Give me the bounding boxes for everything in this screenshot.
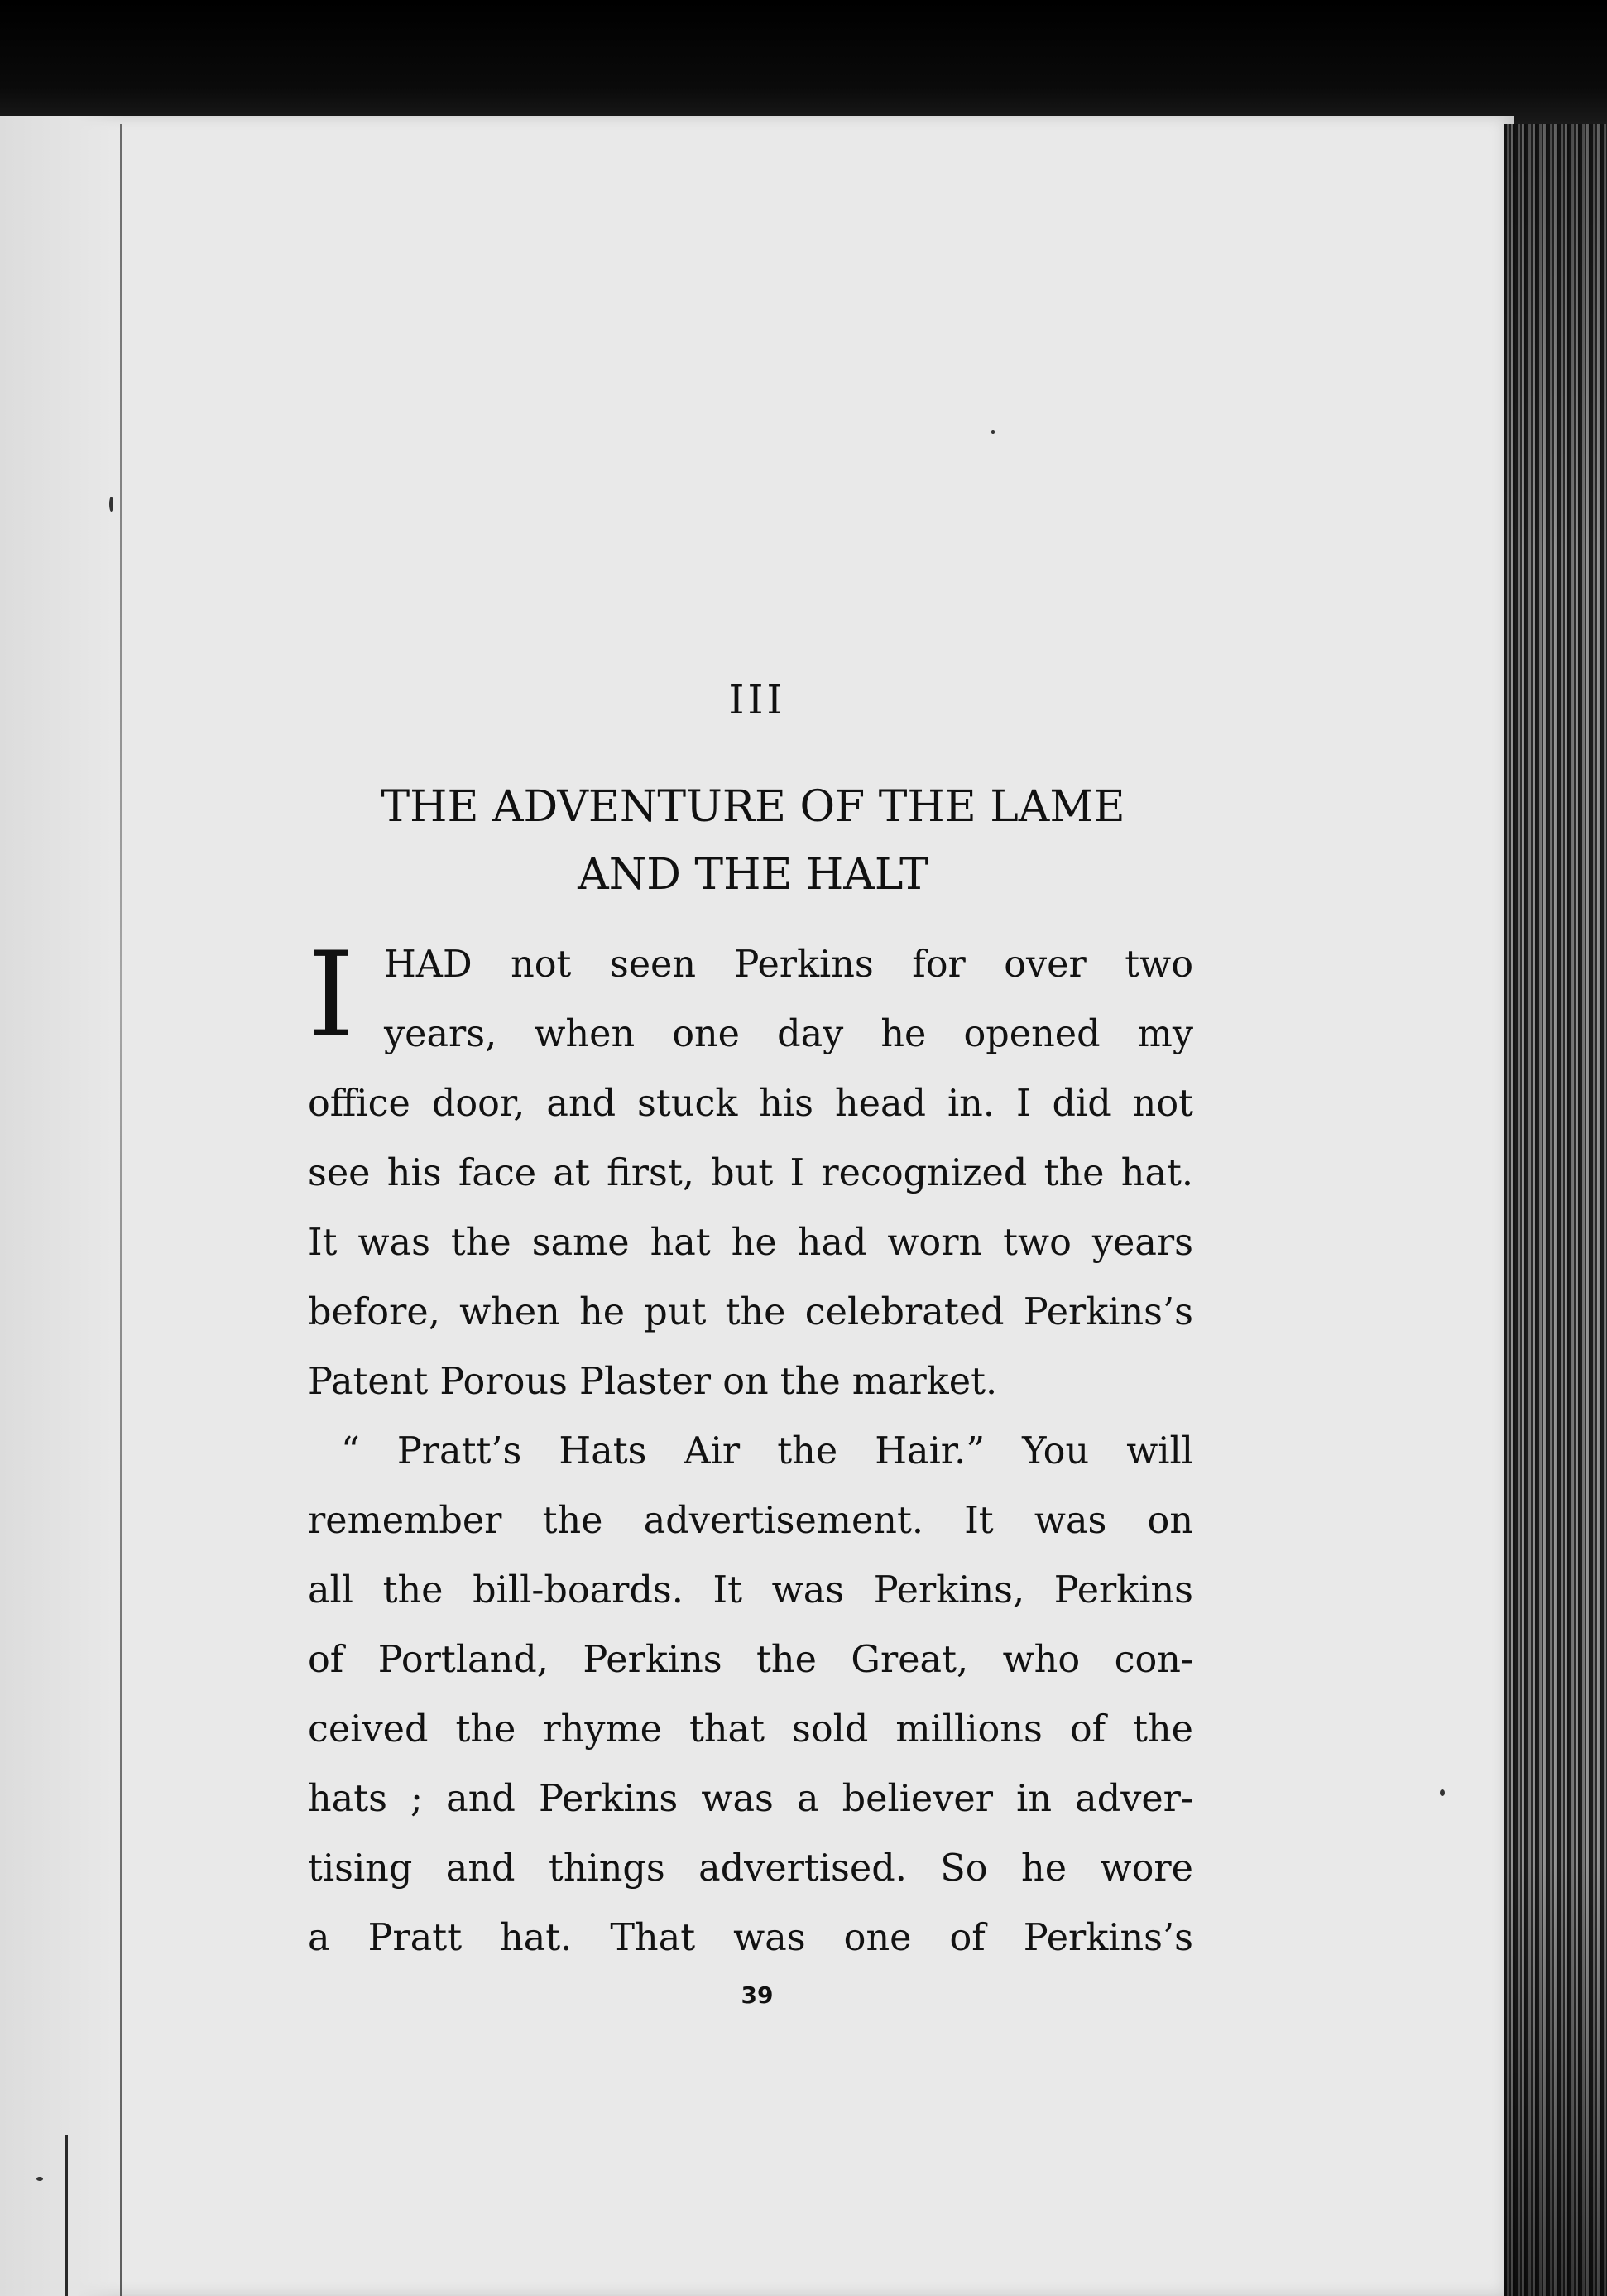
text-line: “ Pratt’s Hats Air the Hair.” You will xyxy=(341,1430,1193,1472)
text-line: ceived the rhyme that sold millions of the xyxy=(308,1708,1193,1751)
text-line: remember the advertisement. It was on xyxy=(308,1500,1193,1542)
scan-fleck xyxy=(109,497,113,512)
text-line: hats ; and Perkins was a believer in adver- xyxy=(308,1778,1193,1820)
page-number: 39 xyxy=(741,1981,774,2009)
scan-fleck xyxy=(1440,1789,1445,1796)
text-line: all the bill-boards. It was Perkins, Perkins xyxy=(308,1569,1193,1612)
text-line: office door, and stuck his head in. I did not xyxy=(308,1083,1193,1125)
scan-top-band xyxy=(0,0,1607,124)
page-gutter xyxy=(0,116,124,2296)
text-line: before, when he put the celebrated Perkins’s xyxy=(308,1291,1193,1333)
chapter-title-line-2: AND THE HALT xyxy=(578,850,928,900)
chapter-title-line-1: THE ADVENTURE OF THE LAME xyxy=(381,782,1125,832)
text-line: of Portland, Perkins the Great, who con- xyxy=(308,1639,1193,1681)
body-text xyxy=(308,927,1193,1973)
drop-cap: I xyxy=(308,927,355,1064)
gutter-line xyxy=(120,124,122,2296)
gutter-line-lower xyxy=(65,2135,68,2296)
scan-fleck xyxy=(36,2177,43,2181)
chapter-title xyxy=(298,773,1208,909)
chapter-number: III xyxy=(728,677,786,723)
text-line: a Pratt hat. That was one of Perkins’s xyxy=(308,1917,1193,1959)
text-line: tising and things advertised. So he wore xyxy=(308,1847,1193,1890)
page-edges-stack xyxy=(1504,124,1607,2296)
text-line: It was the same hat he had worn two years xyxy=(308,1222,1193,1264)
text-line: Patent Porous Plaster on the market. xyxy=(308,1361,998,1403)
text-line: years, when one day he opened my xyxy=(384,1013,1193,1055)
text-line: see his face at first, but I recognized the hat. xyxy=(308,1152,1193,1194)
scan-fleck xyxy=(991,430,995,434)
text-line: HAD not seen Perkins for over two xyxy=(384,944,1193,986)
